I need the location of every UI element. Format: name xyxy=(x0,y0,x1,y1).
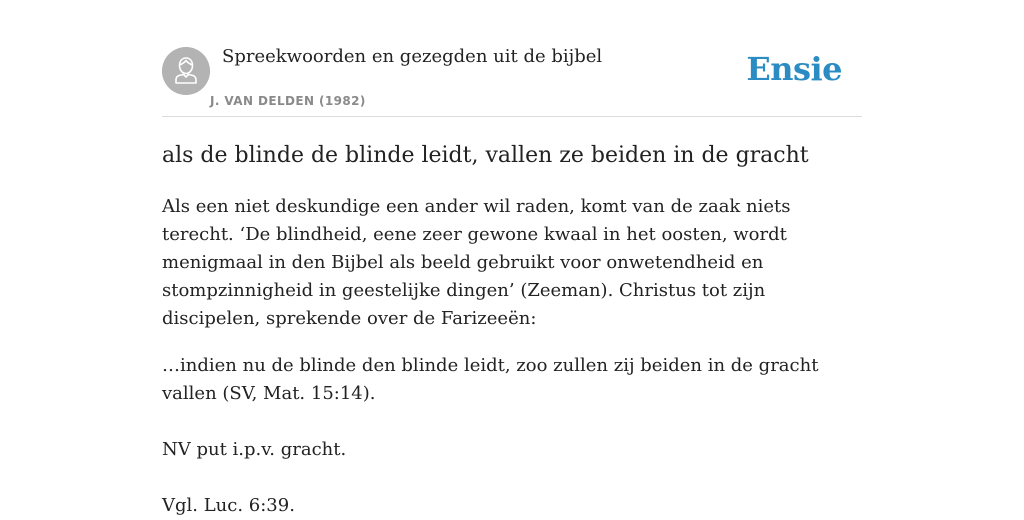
translation-note: NV put i.p.v. gracht. xyxy=(162,439,347,460)
source-header xyxy=(162,0,862,117)
ensie-logo[interactable]: Ensie xyxy=(746,50,842,88)
entry-title: als de blinde de blinde leidt, vallen ze beiden in de gracht xyxy=(162,143,809,168)
user-icon xyxy=(162,47,210,95)
explanation-paragraph: Als een niet deskundige een ander wil raden, komt van de zaak niets terecht. ‘De blindheid, eene zeer gewone kwaal in het oosten, wordt menigmaal in den Bijbel als beeld gebruikt voor onwetendheid en stompzinnigheid in geestelijke dingen’ (Zeeman). Christus tot zijn discipelen, sprekende over de Farizeeën: xyxy=(162,196,791,329)
author-label: J. VAN DELDEN (1982) xyxy=(210,94,366,108)
page-container xyxy=(162,0,862,520)
source-title-link[interactable]: Spreekwoorden en gezegden uit de bijbel xyxy=(222,46,603,67)
bible-quote-paragraph: …indien nu de blinde den blinde leidt, zoo zullen zij beiden in de gracht vallen (SV, Mat. 15:14). xyxy=(162,355,819,404)
cross-reference-note: Vgl. Luc. 6:39. xyxy=(162,495,295,516)
entry-body xyxy=(162,193,862,520)
